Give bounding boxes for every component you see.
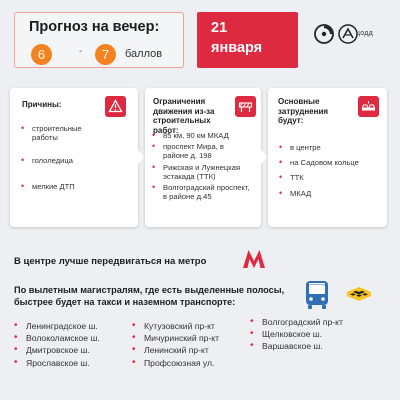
restrictions-card [145,88,261,227]
list-item: • ТТК [278,173,359,182]
reasons-list [20,124,104,191]
date-day: 21 [211,20,228,36]
metro-recommendation: В центре лучше передвигаться на метро [14,256,207,267]
list-item: • Кутузовский пр-кт [132,320,219,332]
restrictions-list [151,131,257,201]
codd-logo-text: цодд [356,30,374,37]
jams-card [268,88,387,227]
score-high-badge: 7 [95,44,116,65]
restrictions-title: Ограничения движения из-за строительных работ: [153,97,215,135]
list-item: • МКАД [278,189,359,198]
list-item: • Профсоюзная ул. [132,357,219,369]
list-item: • Рижская и Лужнецкая эстакада (ТТК) [151,163,257,181]
roads-note: По вылетным магистралям, где есть выделенные полосы, быстрее будет на такси и наземном транспорте: [14,285,285,307]
road-barrier-icon [235,96,256,117]
list-item: • Ленинский пр-кт [132,344,219,356]
list-item: • строительные работы [20,124,104,142]
card-arrow [261,150,268,164]
moscow-transport-logo-icon [313,23,335,45]
list-item: • Волоколамское ш. [14,332,100,344]
list-item: • мелкие ДТП [20,182,104,191]
streets-column-2 [132,320,219,369]
warning-sign-icon [105,96,126,117]
car-crash-icon [358,96,379,117]
streets-column-1 [14,320,100,369]
streets-column-3 [250,316,343,353]
reasons-card [10,88,138,227]
list-item: • на Садовом кольце [278,158,359,167]
codd-logo-icon [338,23,358,45]
reasons-title: Причины: [22,100,62,109]
score-dash: - [79,46,83,57]
list-item: • Волгоградский пр-кт [250,316,343,328]
list-item: • Дмитровское ш. [14,344,100,356]
forecast-box [14,12,184,68]
score-unit: баллов [125,48,163,60]
list-item: • Щелковское ш. [250,328,343,340]
list-item: • Мичуринский пр-кт [132,332,219,344]
card-arrow [138,150,145,164]
forecast-title: Прогноз на вечер: [29,19,160,35]
list-item: • Ленинградское ш. [14,320,100,332]
date-box [197,12,298,68]
list-item: • Ярославское ш. [14,357,100,369]
list-item: • проспект Мира, в районе д. 198 [151,142,257,160]
date-month: января [211,40,263,56]
jams-title: Основные затруднения будут: [278,97,329,125]
list-item: • гололедица [20,156,104,165]
list-item: • Волгоградский проспект, в районе д.45 [151,183,257,201]
score-low-badge: 6 [31,44,52,65]
list-item: • Варшавское ш. [250,340,343,352]
metro-m-icon [242,249,266,269]
jams-list [278,143,359,198]
taxi-checker-icon [346,286,372,306]
bus-icon [304,280,330,310]
list-item: • в центре [278,143,359,152]
list-item: • 85 км, 90 км МКАД [151,131,257,140]
